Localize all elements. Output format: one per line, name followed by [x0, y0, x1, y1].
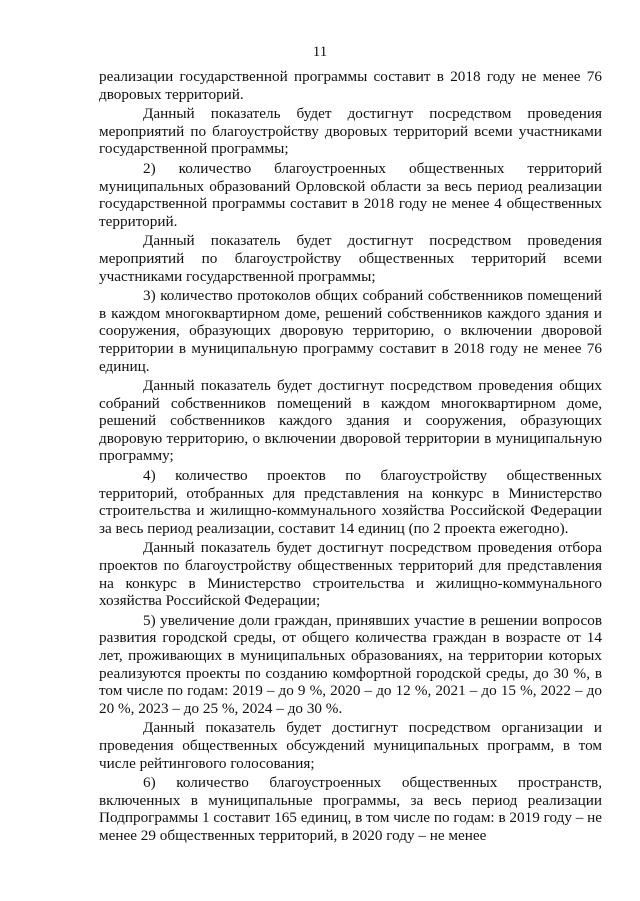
document-body [99, 68, 602, 845]
paragraph: реализации государственной программы составит в 2018 году не менее 76 дворовых территорий. [99, 68, 602, 103]
paragraph: 6) количество благоустроенных общественных пространств, включенных в муниципальные программы, за весь период реализации Подпрограммы 1 составит 165 единиц, в том числе по годам: в 2019 году – не менее 29 общественных территорий, в 2020 году – не менее [99, 774, 602, 844]
paragraph: 2) количество благоустроенных общественных территорий муниципальных образований Орловской области за весь период реализации государственной программы составит в 2018 году не менее 4 общественных территорий. [99, 159, 602, 230]
paragraph: 5) увеличение доли граждан, принявших участие в решении вопросов развития городской среды, от общего количества граждан в возрасте от 14 лет, проживающих в муниципальных образованиях, на территории которых реализуются проекты по созданию комфортной городской среды, до 30 %, в том числе по годам: 2019 – до 9 %, 2020 – до 12 %, 2021 – до 15 %, 2022 – до 20 %, 2023 – до 25 %, 2024 – до 30 %. [99, 611, 602, 717]
paragraph: 3) количество протоколов общих собраний собственников помещений в каждом многоквартирном доме, решений собственников каждого здания и сооружения, образующих дворовую территорию, о включении дворовой территории в муниципальную программу составит в 2018 году не менее 76 единиц. [99, 287, 602, 375]
paragraph: Данный показатель будет достигнут посредством проведения общих собраний собственников помещений в каждом многоквартирном доме, решений собственников каждого здания и сооружения, образующих дворовую территорию, о включении дворовой территории в муниципальную программу; [99, 377, 602, 465]
paragraph: Данный показатель будет достигнут посредством организации и проведения общественных обсуждений муниципальных программ, в том числе рейтингового голосования; [99, 719, 602, 772]
paragraph: Данный показатель будет достигнут посредством проведения мероприятий по благоустройству общественных территорий всеми участниками государственной программы; [99, 232, 602, 285]
paragraph: 4) количество проектов по благоустройству общественных территорий, отобранных для представления на конкурс в Министерство строительства и жилищно-коммунального хозяйства Российской Федерации за весь период реализации, составит 14 единиц (по 2 проекта ежегодно). [99, 467, 602, 537]
paragraph: Данный показатель будет достигнут посредством проведения отбора проектов по благоустройству общественных территорий для представления на конкурс в Министерство строительства и жилищно-коммунального хозяйства Российской Федерации; [99, 539, 602, 610]
page-number: 11 [312, 44, 328, 60]
paragraph: Данный показатель будет достигнут посредством проведения мероприятий по благоустройству дворовых территорий всеми участниками государственной программы; [99, 105, 602, 158]
